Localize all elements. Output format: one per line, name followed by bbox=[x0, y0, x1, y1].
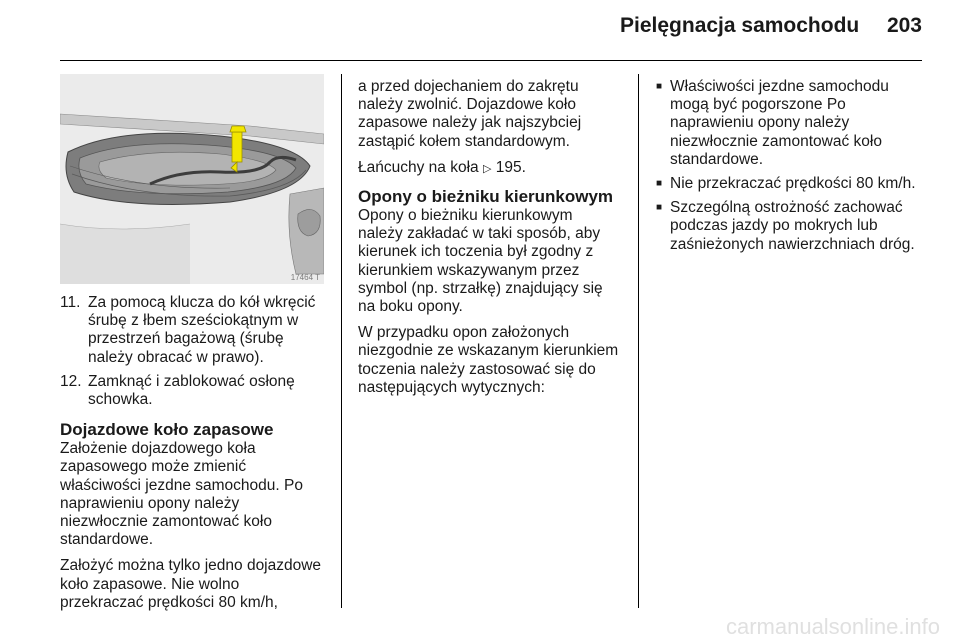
page-reference-arrow-icon: ▷ bbox=[482, 162, 492, 175]
paragraph: W przypadku opon założonych niezgodnie ze wskazanym kierunkiem toczenia należy zastosować się do następujących wytycznych: bbox=[358, 324, 619, 396]
bullet-text: Szczególną ostrożność zachować podczas jazdy po mokrych lub zaśnieżonych nawierzchniach dróg. bbox=[670, 199, 915, 253]
cross-reference-text: Łańcuchy na koła bbox=[358, 158, 479, 176]
paragraph: Założenie dojazdowego koła zapasowego może zmienić właściwości jezdne samochodu. Po naprawieniu opony należy niezwłocznie zamontować koło standardowe. bbox=[60, 440, 303, 549]
paragraph: Opony o bieżniku kierunkowym należy zakładać w taki sposób, aby kierunek ich toczenia był zgodny z kierunkiem wskazywanym przez symbol (np. strzałkę) znajdujący się na boku opony. bbox=[358, 207, 603, 316]
cross-reference-page[interactable]: 195. bbox=[495, 158, 526, 176]
bullet-square-icon: ■ bbox=[656, 202, 663, 214]
bullet-item bbox=[656, 175, 920, 193]
column-3 bbox=[656, 78, 920, 260]
cross-reference bbox=[358, 159, 620, 178]
step-text: Zamknąć i zablokować osłonę schowka. bbox=[88, 372, 295, 409]
bullet-text: Właściwości jezdne samochodu mogą być pogorszone Po naprawieniu opony należy niezwłocznie zamontować koło standardowe. bbox=[670, 78, 889, 168]
instruction-step bbox=[60, 294, 326, 367]
section-heading: Dojazdowe koło zapasowe bbox=[60, 420, 274, 440]
column-divider bbox=[638, 74, 639, 608]
spare-wheel-illustration bbox=[60, 74, 324, 284]
header-rule bbox=[60, 60, 922, 61]
page-number: 203 bbox=[886, 14, 922, 37]
step-number: 11. bbox=[60, 294, 81, 311]
bullet-item bbox=[656, 199, 920, 254]
section-heading: Opony o bieżniku kierunkowym bbox=[358, 187, 614, 207]
bullet-square-icon: ■ bbox=[656, 178, 663, 190]
bullet-item bbox=[656, 78, 920, 169]
step-number: 12. bbox=[60, 372, 82, 390]
column-1 bbox=[60, 294, 326, 620]
column-divider bbox=[341, 74, 342, 608]
spare-wheel-drawing bbox=[60, 74, 324, 284]
bullet-text: Nie przekraczać prędkości 80 km/h. bbox=[670, 175, 916, 193]
paragraph: Założyć można tylko jedno dojazdowe koło zapasowe. Nie wolno przekraczać prędkości 80 km/h, bbox=[60, 557, 322, 611]
instruction-step bbox=[60, 373, 326, 409]
instruction-steps bbox=[60, 294, 326, 409]
page-header-title: Pielęgnacja samochodu bbox=[620, 14, 860, 37]
bullet-square-icon: ■ bbox=[656, 81, 663, 92]
figure-number: 17464 T bbox=[290, 273, 320, 282]
step-text: Za pomocą klucza do kół wkręcić śrubę z łbem sześciokątnym w przestrzeń bagażową (śrubę należy obracać w prawo). bbox=[88, 294, 316, 366]
watermark: carmanualsonline.info bbox=[725, 614, 940, 639]
paragraph: a przed dojechaniem do zakrętu należy zwolnić. Dojazdowe koło zapasowe należy jak najszybciej zastąpić kołem standardowym. bbox=[358, 78, 582, 150]
column-2 bbox=[358, 78, 620, 405]
